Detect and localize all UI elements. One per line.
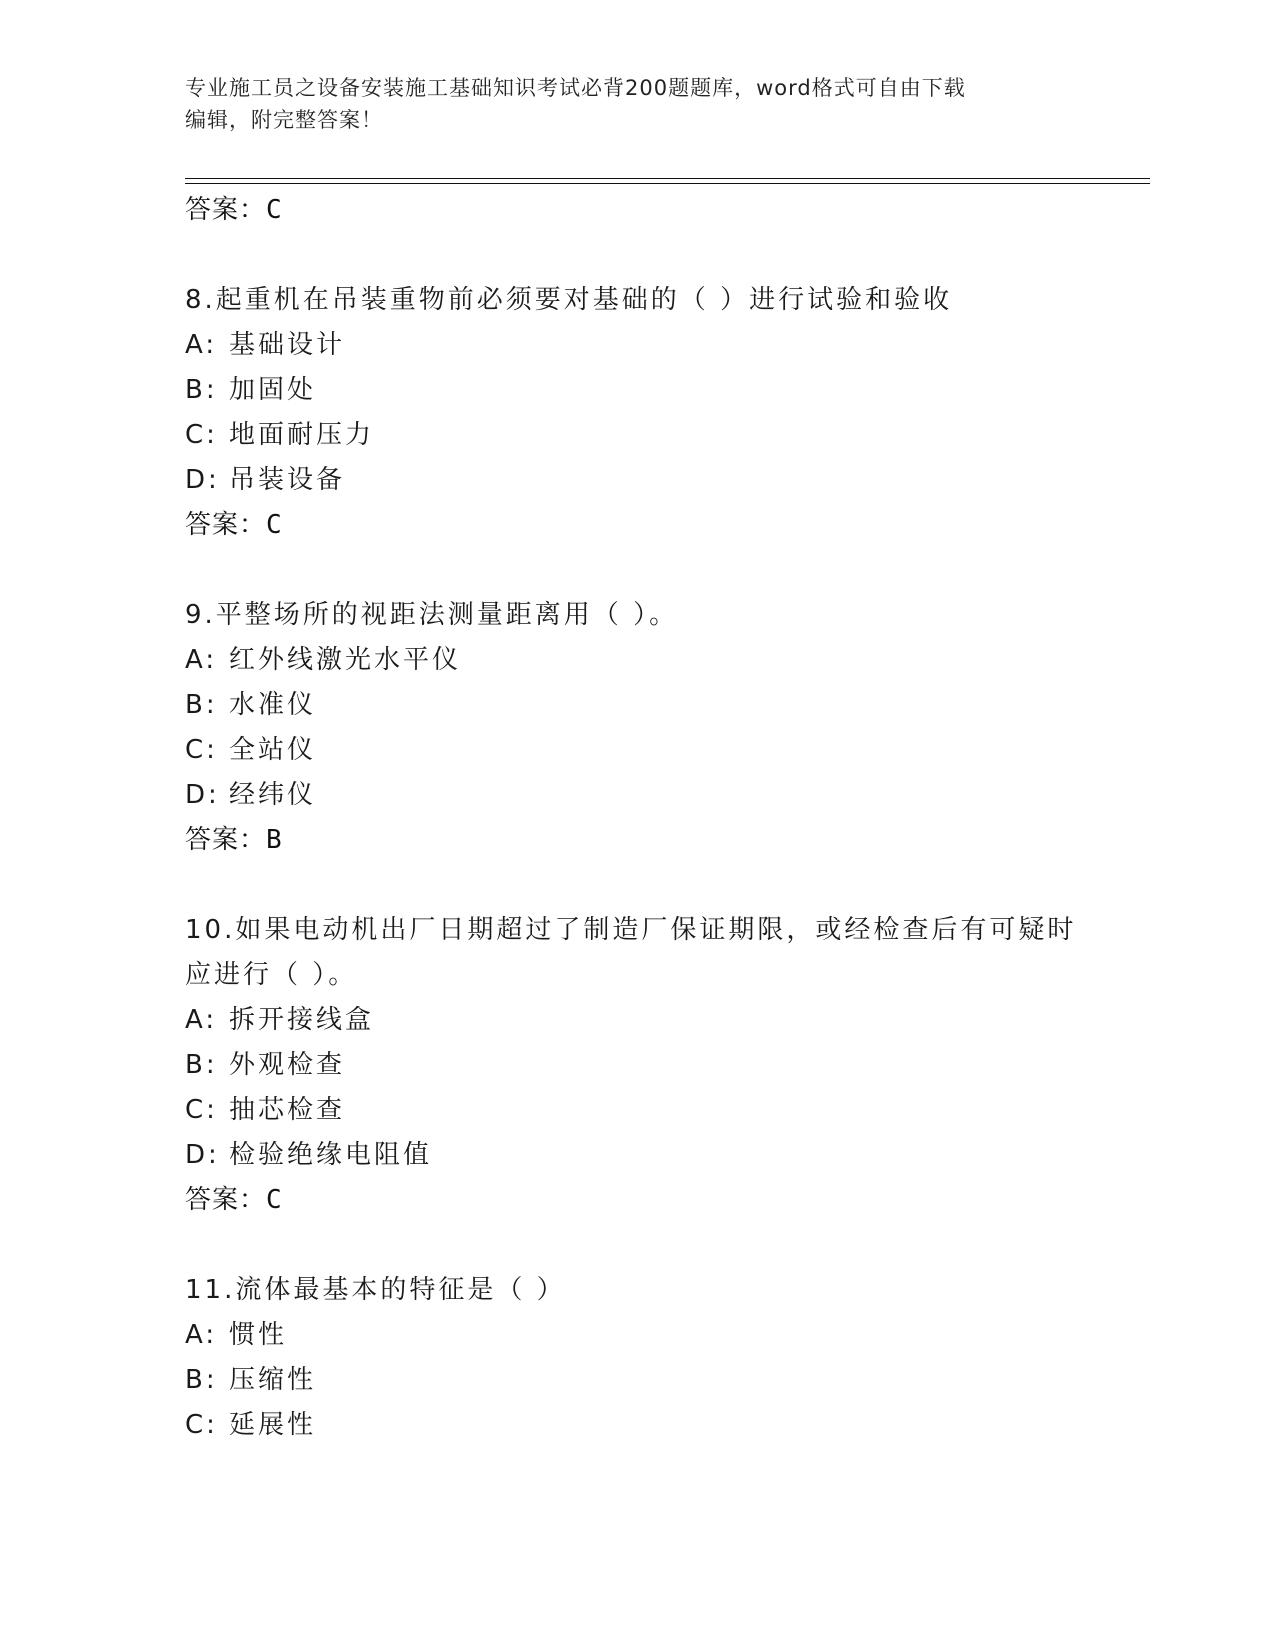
option-label: D: [185, 1140, 220, 1170]
question-8 [185, 278, 1145, 548]
option-c [185, 1403, 1145, 1448]
option-label: B: [185, 690, 218, 720]
option-label: C: [185, 735, 218, 765]
answer-label: 答案： [185, 510, 267, 540]
option-label: B: [185, 375, 218, 405]
option-d [185, 458, 1145, 503]
option-text: 经纬仪 [229, 780, 317, 810]
header-line-2: 编辑，附完整答案！ [185, 108, 383, 132]
option-c [185, 1088, 1145, 1133]
option-text: 地面耐压力 [229, 420, 375, 450]
header-rule-bottom [185, 183, 1150, 184]
question-stem-line-1: 10.如果电动机出厂日期超过了制造厂保证期限，或经检查后有可疑时 [185, 915, 1077, 945]
option-label: A: [185, 1005, 218, 1035]
question-11 [185, 1268, 1145, 1448]
answer-value: C [266, 510, 283, 540]
option-label: C: [185, 1410, 218, 1440]
question-answer [185, 503, 1145, 548]
option-label: A: [185, 1320, 218, 1350]
spacer [185, 863, 1145, 908]
document-body [185, 188, 1145, 1448]
question-answer [185, 1178, 1145, 1223]
option-d [185, 773, 1145, 818]
answer-label: 答案： [185, 195, 267, 225]
header-line-1: 专业施工员之设备安装施工基础知识考试必背200题题库，word格式可自由下载 [185, 76, 966, 100]
spacer [185, 233, 1145, 278]
option-text: 水准仪 [229, 690, 317, 720]
answer-label: 答案： [185, 1185, 267, 1215]
option-label: A: [185, 645, 218, 675]
option-label: A: [185, 330, 218, 360]
option-text: 基础设计 [229, 330, 346, 360]
answer-label: 答案： [185, 825, 267, 855]
question-stem: 8.起重机在吊装重物前必须要对基础的（ ）进行试验和验收 [185, 285, 953, 315]
spacer [185, 548, 1145, 593]
option-a [185, 1313, 1145, 1358]
option-a [185, 638, 1145, 683]
option-label: D: [185, 465, 220, 495]
option-text: 全站仪 [229, 735, 317, 765]
question-10 [185, 908, 1145, 1223]
option-text: 惯性 [229, 1320, 288, 1350]
question-stem: 9.平整场所的视距法测量距离用（ ）。 [185, 600, 679, 630]
option-b [185, 368, 1145, 413]
option-b [185, 1043, 1145, 1088]
answer-value: C [266, 1185, 283, 1215]
question-stem: 11.流体最基本的特征是（ ） [185, 1275, 566, 1305]
option-text: 红外线激光水平仪 [229, 645, 462, 675]
option-d [185, 1133, 1145, 1178]
option-label: B: [185, 1050, 218, 1080]
option-label: B: [185, 1365, 218, 1395]
option-label: C: [185, 1095, 218, 1125]
option-text: 拆开接线盒 [229, 1005, 375, 1035]
option-label: C: [185, 420, 218, 450]
option-c [185, 728, 1145, 773]
question-answer [185, 818, 1145, 863]
option-text: 抽芯检查 [229, 1095, 346, 1125]
option-text: 压缩性 [229, 1365, 317, 1395]
option-text: 外观检查 [229, 1050, 346, 1080]
option-text: 吊装设备 [229, 465, 346, 495]
previous-answer [185, 188, 1145, 233]
question-stem-line-2: 应进行（ ）。 [185, 960, 358, 990]
answer-value: B [266, 825, 283, 855]
option-b [185, 1358, 1145, 1403]
option-c [185, 413, 1145, 458]
question-9 [185, 593, 1145, 863]
option-text: 检验绝缘电阻值 [229, 1140, 433, 1170]
document-header [185, 72, 1065, 136]
option-label: D: [185, 780, 220, 810]
answer-value: C [266, 195, 283, 225]
option-a [185, 323, 1145, 368]
option-text: 延展性 [229, 1410, 317, 1440]
option-text: 加固处 [229, 375, 317, 405]
option-a [185, 998, 1145, 1043]
option-b [185, 683, 1145, 728]
header-rule-top [185, 178, 1150, 179]
spacer [185, 1223, 1145, 1268]
